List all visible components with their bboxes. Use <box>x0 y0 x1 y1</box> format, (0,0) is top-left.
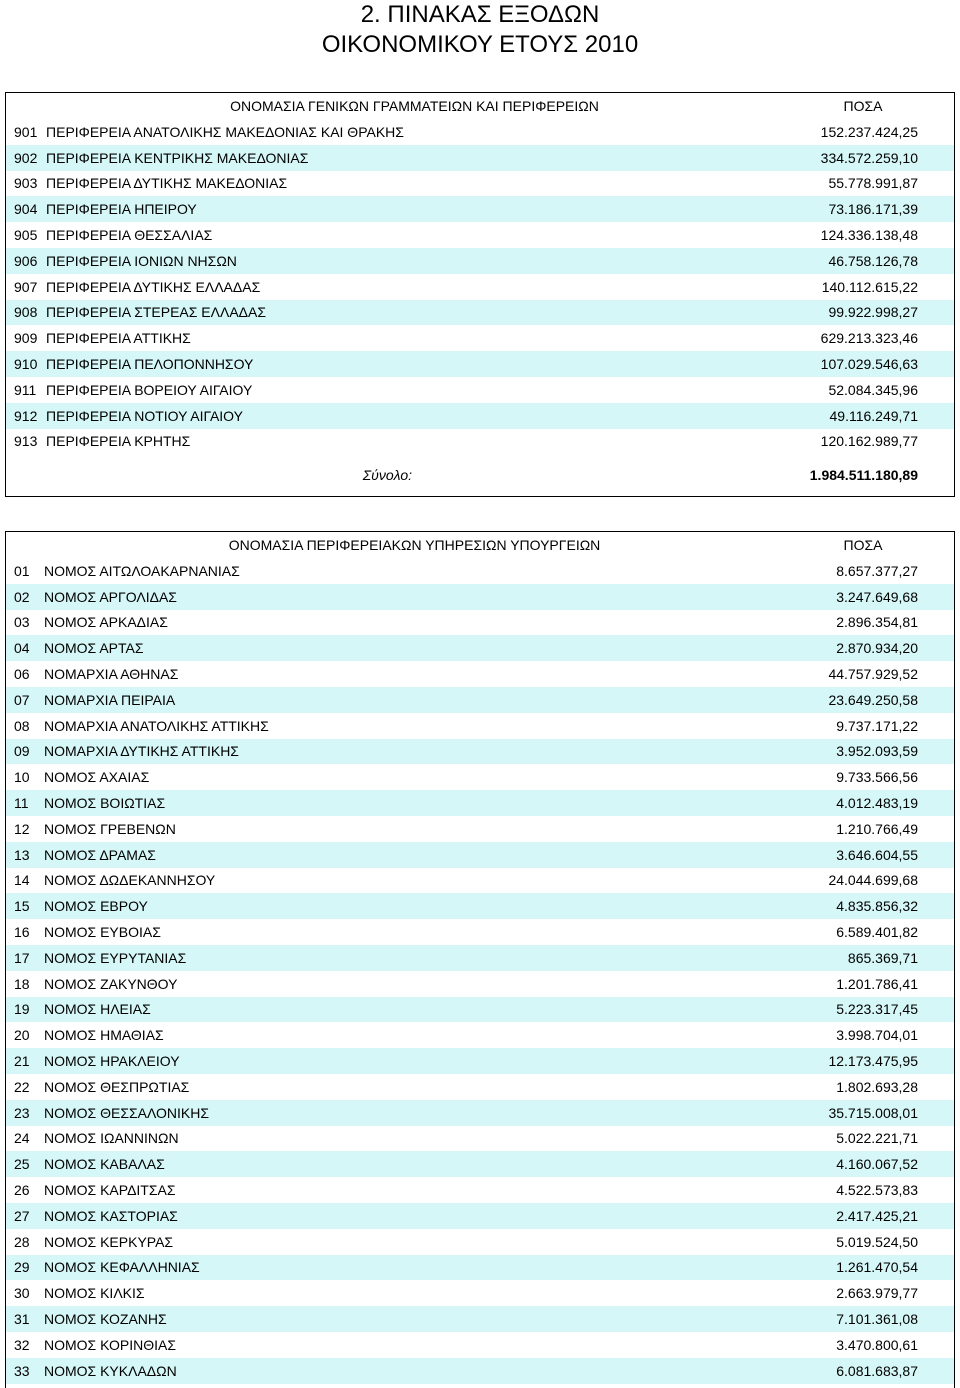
row-amount: 9.737.171,22 <box>836 717 918 734</box>
table-row <box>6 145 954 171</box>
row-amount: 2.663.979,77 <box>836 1285 918 1302</box>
row-name: ΝΟΜΟΣ ΚΥΚΛΑΔΩΝ <box>44 1362 177 1379</box>
row-amount: 152.237.424,25 <box>820 123 918 140</box>
table-row <box>6 429 954 455</box>
total-value: 1.984.511.180,89 <box>809 467 918 484</box>
row-code: 30 <box>14 1285 30 1302</box>
row-name: ΠΕΡΙΦΕΡΕΙΑ ΝΟΤΙΟΥ ΑΙΓΑΙΟΥ <box>46 407 243 424</box>
row-name: ΝΟΜΟΣ ΘΕΣΠΡΩΤΙΑΣ <box>44 1078 190 1095</box>
row-code: 17 <box>14 949 30 966</box>
total-row <box>6 454 954 496</box>
row-name: ΠΕΡΙΦΕΡΕΙΑ ΒΟΡΕΙΟΥ ΑΙΓΑΙΟΥ <box>46 381 253 398</box>
row-name: ΝΟΜΑΡΧΙΑ ΔΥΤΙΚΗΣ ΑΤΤΙΚΗΣ <box>44 743 239 760</box>
row-amount: 35.715.008,01 <box>828 1104 918 1121</box>
row-amount: 865.369,71 <box>847 949 918 966</box>
row-name: ΝΟΜΟΣ ΗΡΑΚΛΕΙΟΥ <box>44 1053 180 1070</box>
row-amount: 1.201.786,41 <box>836 975 918 992</box>
row-amount: 4.160.067,52 <box>836 1156 918 1173</box>
row-name: ΠΕΡΙΦΕΡΕΙΑ ΙΟΝΙΩΝ ΝΗΣΩΝ <box>46 252 237 269</box>
row-amount: 629.213.323,46 <box>820 330 918 347</box>
row-amount: 3.952.093,59 <box>836 743 918 760</box>
row-amount: 1.802.693,28 <box>836 1078 918 1095</box>
row-amount: 4.835.856,32 <box>836 898 918 915</box>
row-code: 18 <box>14 975 30 992</box>
table-row <box>6 1074 954 1100</box>
row-code: 15 <box>14 898 30 915</box>
row-name: ΝΟΜΟΣ ΙΩΑΝΝΙΝΩΝ <box>44 1130 179 1147</box>
row-name: ΝΟΜΟΣ ΘΕΣΣΑΛΟΝΙΚΗΣ <box>44 1104 210 1121</box>
table-row <box>6 222 954 248</box>
row-code: 03 <box>14 614 30 631</box>
row-code: 23 <box>14 1104 30 1121</box>
row-amount: 2.896.354,81 <box>836 614 918 631</box>
table-row <box>6 1306 954 1332</box>
row-code: 19 <box>14 1001 30 1018</box>
row-code: 27 <box>14 1207 30 1224</box>
table-row <box>6 610 954 636</box>
row-name: ΝΟΜΟΣ ΑΡΚΑΔΙΑΣ <box>44 614 168 631</box>
table-row <box>6 119 954 145</box>
table-row <box>6 1151 954 1177</box>
header-name-column: ΟΝΟΜΑΣΙΑ ΠΕΡΙΦΕΡΕΙΑΚΩΝ ΥΠΗΡΕΣΙΩΝ ΥΠΟΥΡΓΕΙΩΝ <box>228 537 601 553</box>
row-code: 11 <box>14 795 29 812</box>
table-row <box>6 1177 954 1203</box>
row-code: 906 <box>14 252 38 269</box>
row-amount: 124.336.138,48 <box>820 227 918 244</box>
row-name: ΝΟΜΟΣ ΑΡΤΑΣ <box>44 640 144 657</box>
row-amount: 12.173.475,95 <box>828 1053 918 1070</box>
row-name: ΝΟΜΟΣ ΚΕΡΚΥΡΑΣ <box>44 1233 174 1250</box>
row-name: ΠΕΡΙΦΕΡΕΙΑ ΑΝΑΤΟΛΙΚΗΣ ΜΑΚΕΔΟΝΙΑΣ ΚΑΙ ΘΡΑΚΗΣ <box>46 123 404 140</box>
row-code: 02 <box>14 588 30 605</box>
row-amount: 6.589.401,82 <box>836 924 918 941</box>
row-code: 28 <box>14 1233 30 1250</box>
row-name: ΝΟΜΑΡΧΙΑ ΑΘΗΝΑΣ <box>44 666 179 683</box>
row-amount: 23.649.250,58 <box>828 691 918 708</box>
table-row <box>6 1022 954 1048</box>
row-name: ΝΟΜΟΣ ΑΡΓΟΛΙΔΑΣ <box>44 588 177 605</box>
row-code: 907 <box>14 278 38 295</box>
row-amount: 5.019.524,50 <box>836 1233 918 1250</box>
table-row <box>6 893 954 919</box>
table-row <box>6 196 954 222</box>
row-name: ΝΟΜΟΣ ΔΩΔΕΚΑΝΝΗΣΟΥ <box>44 872 216 889</box>
row-name: ΝΟΜΟΣ ΒΟΙΩΤΙΑΣ <box>44 795 166 812</box>
row-code: 910 <box>14 356 38 373</box>
row-amount: 4.522.573,83 <box>836 1182 918 1199</box>
row-code: 905 <box>14 227 38 244</box>
row-name: ΝΟΜΟΣ ΕΒΡΟΥ <box>44 898 148 915</box>
row-amount: 6.081.683,87 <box>836 1362 918 1379</box>
table-body <box>6 558 954 1384</box>
row-amount: 44.757.929,52 <box>828 666 918 683</box>
row-code: 912 <box>14 407 38 424</box>
row-amount: 7.101.361,08 <box>836 1311 918 1327</box>
table-row <box>6 377 954 403</box>
row-name: ΠΕΡΙΦΕΡΕΙΑ ΑΤΤΙΚΗΣ <box>46 330 191 347</box>
table-row <box>6 403 954 429</box>
row-code: 12 <box>14 820 30 837</box>
row-code: 25 <box>14 1156 30 1173</box>
table-row <box>6 1255 954 1281</box>
row-code: 10 <box>14 769 30 786</box>
row-amount: 52.084.345,96 <box>828 381 918 398</box>
table-header <box>6 532 954 558</box>
row-name: ΠΕΡΙΦΕΡΕΙΑ ΘΕΣΣΑΛΙΑΣ <box>46 227 213 244</box>
row-name: ΝΟΜΟΣ ΖΑΚΥΝΘΟΥ <box>44 975 178 992</box>
row-code: 904 <box>14 201 38 218</box>
row-name: ΝΟΜΑΡΧΙΑ ΑΝΑΤΟΛΙΚΗΣ ΑΤΤΙΚΗΣ <box>44 717 269 734</box>
row-code: 04 <box>14 640 30 657</box>
table-row <box>6 919 954 945</box>
table-body <box>6 119 954 454</box>
regions-expense-table <box>5 92 955 497</box>
row-name: ΝΟΜΟΣ ΕΥΡΥΤΑΝΙΑΣ <box>44 949 187 966</box>
table-row <box>6 739 954 765</box>
row-code: 29 <box>14 1259 30 1276</box>
row-amount: 140.112.615,22 <box>821 278 918 295</box>
row-amount: 24.044.699,68 <box>828 872 918 889</box>
row-name: ΝΟΜΟΣ ΓΡΕΒΕΝΩΝ <box>44 820 176 837</box>
row-name: ΝΟΜΟΣ ΚΑΒΑΛΑΣ <box>44 1156 165 1173</box>
table-row <box>6 1280 954 1306</box>
row-name: ΝΟΜΟΣ ΗΛΕΙΑΣ <box>44 1001 151 1018</box>
row-amount: 1.210.766,49 <box>836 820 918 837</box>
row-name: ΝΟΜΟΣ ΚΟΖΑΝΗΣ <box>44 1311 167 1327</box>
row-amount: 120.162.989,77 <box>820 433 918 450</box>
row-code: 908 <box>14 304 38 321</box>
row-name: ΠΕΡΙΦΕΡΕΙΑ ΠΕΛΟΠΟΝΝΗΣΟΥ <box>46 356 254 373</box>
header-amount-column: ΠΟΣΑ <box>843 98 883 114</box>
table-row <box>6 816 954 842</box>
table-row <box>6 661 954 687</box>
row-name: ΝΟΜΟΣ ΑΙΤΩΛΟΑΚΑΡΝΑΝΙΑΣ <box>44 562 240 579</box>
table-row <box>6 790 954 816</box>
row-name: ΝΟΜΟΣ ΗΜΑΘΙΑΣ <box>44 1027 164 1044</box>
row-amount: 8.657.377,27 <box>836 562 918 579</box>
row-amount: 99.922.998,27 <box>828 304 918 321</box>
table-row <box>6 248 954 274</box>
table-row <box>6 1048 954 1074</box>
row-code: 01 <box>14 562 30 579</box>
row-code: 13 <box>14 846 30 863</box>
table-row <box>6 1332 954 1358</box>
row-amount: 334.572.259,10 <box>820 149 918 166</box>
row-code: 903 <box>14 175 38 192</box>
table-row <box>6 300 954 326</box>
row-name: ΝΟΜΟΣ ΚΟΡΙΝΘΙΑΣ <box>44 1336 177 1353</box>
row-code: 20 <box>14 1027 30 1044</box>
row-amount: 9.733.566,56 <box>836 769 918 786</box>
row-code: 33 <box>14 1362 30 1379</box>
row-code: 14 <box>14 872 30 889</box>
row-code: 31 <box>14 1311 30 1327</box>
row-name: ΝΟΜΟΣ ΑΧΑΙΑΣ <box>44 769 150 786</box>
table-row <box>6 274 954 300</box>
row-code: 902 <box>14 149 38 166</box>
header-name-column: ΟΝΟΜΑΣΙΑ ΓΕΝΙΚΩΝ ΓΡΑΜΜΑΤΕΙΩΝ ΚΑΙ ΠΕΡΙΦΕΡΕΙΩΝ <box>230 98 599 114</box>
row-code: 911 <box>14 381 37 398</box>
row-amount: 3.998.704,01 <box>836 1027 918 1044</box>
title-line-2: ΟΙΚΟΝΟΜΙΚΟΥ ΕΤΟΥΣ 2010 <box>321 31 639 58</box>
row-code: 16 <box>14 924 30 941</box>
row-code: 32 <box>14 1336 30 1353</box>
row-amount: 49.116.249,71 <box>829 407 918 424</box>
row-name: ΝΟΜΟΣ ΚΕΦΑΛΛΗΝΙΑΣ <box>44 1259 200 1276</box>
row-amount: 1.261.470,54 <box>836 1259 918 1276</box>
table-row <box>6 997 954 1023</box>
row-name: ΠΕΡΙΦΕΡΕΙΑ ΗΠΕΙΡΟΥ <box>46 201 197 218</box>
row-name: ΝΟΜΟΣ ΚΙΛΚΙΣ <box>44 1285 145 1302</box>
row-name: ΠΕΡΙΦΕΡΕΙΑ ΔΥΤΙΚΗΣ ΜΑΚΕΔΟΝΙΑΣ <box>46 175 288 192</box>
table-row <box>6 1203 954 1229</box>
row-amount: 2.870.934,20 <box>836 640 918 657</box>
row-name: ΠΕΡΙΦΕΡΕΙΑ ΣΤΕΡΕΑΣ ΕΛΛΑΔΑΣ <box>46 304 267 321</box>
table-header <box>6 93 954 119</box>
row-code: 07 <box>14 691 30 708</box>
table-row <box>6 713 954 739</box>
row-code: 909 <box>14 330 38 347</box>
row-code: 913 <box>14 433 38 450</box>
table-row <box>6 1126 954 1152</box>
table-row <box>6 687 954 713</box>
prefecture-services-table <box>5 531 955 1388</box>
table-row <box>6 1229 954 1255</box>
table-row <box>6 558 954 584</box>
table-row <box>6 171 954 197</box>
row-amount: 5.223.317,45 <box>836 1001 918 1018</box>
row-name: ΝΟΜΟΣ ΚΑΣΤΟΡΙΑΣ <box>44 1207 178 1224</box>
table-row <box>6 842 954 868</box>
row-name: ΠΕΡΙΦΕΡΕΙΑ ΔΥΤΙΚΗΣ ΕΛΛΑΔΑΣ <box>46 278 261 295</box>
row-amount: 107.029.546,63 <box>820 356 918 373</box>
table-row <box>6 971 954 997</box>
table-row <box>6 584 954 610</box>
table-row <box>6 1358 954 1384</box>
row-amount: 4.012.483,19 <box>836 795 918 812</box>
row-amount: 5.022.221,71 <box>836 1130 918 1147</box>
row-amount: 2.417.425,21 <box>836 1207 918 1224</box>
row-amount: 3.247.649,68 <box>836 588 918 605</box>
total-label: Σύνολο: <box>362 467 412 484</box>
table-row <box>6 945 954 971</box>
row-name: ΠΕΡΙΦΕΡΕΙΑ ΚΕΝΤΡΙΚΗΣ ΜΑΚΕΔΟΝΙΑΣ <box>46 149 309 166</box>
table-row <box>6 868 954 894</box>
row-name: ΝΟΜΟΣ ΔΡΑΜΑΣ <box>44 846 156 863</box>
document-title <box>0 0 960 60</box>
table-row <box>6 635 954 661</box>
row-name: ΠΕΡΙΦΕΡΕΙΑ ΚΡΗΤΗΣ <box>46 433 191 450</box>
row-amount: 3.646.604,55 <box>836 846 918 863</box>
row-amount: 46.758.126,78 <box>828 252 918 269</box>
row-amount: 3.470.800,61 <box>836 1336 918 1353</box>
table-row <box>6 325 954 351</box>
row-amount: 55.778.991,87 <box>828 175 918 192</box>
table-row <box>6 764 954 790</box>
table-row <box>6 351 954 377</box>
row-amount: 73.186.171,39 <box>828 201 918 218</box>
row-code: 09 <box>14 743 30 760</box>
row-name: ΝΟΜΟΣ ΚΑΡΔΙΤΣΑΣ <box>44 1182 176 1199</box>
row-code: 26 <box>14 1182 30 1199</box>
row-name: ΝΟΜΟΣ ΕΥΒΟΙΑΣ <box>44 924 161 941</box>
row-code: 08 <box>14 717 30 734</box>
header-amount-column: ΠΟΣΑ <box>843 537 883 553</box>
row-code: 24 <box>14 1130 30 1147</box>
row-name: ΝΟΜΑΡΧΙΑ ΠΕΙΡΑΙΑ <box>44 691 176 708</box>
table-row <box>6 1100 954 1126</box>
row-code: 21 <box>14 1053 30 1070</box>
row-code: 22 <box>14 1078 30 1095</box>
row-code: 06 <box>14 666 30 683</box>
title-line-1: 2. ΠΙΝΑΚΑΣ ΕΞΟΔΩΝ <box>360 1 600 28</box>
row-code: 901 <box>14 123 38 140</box>
